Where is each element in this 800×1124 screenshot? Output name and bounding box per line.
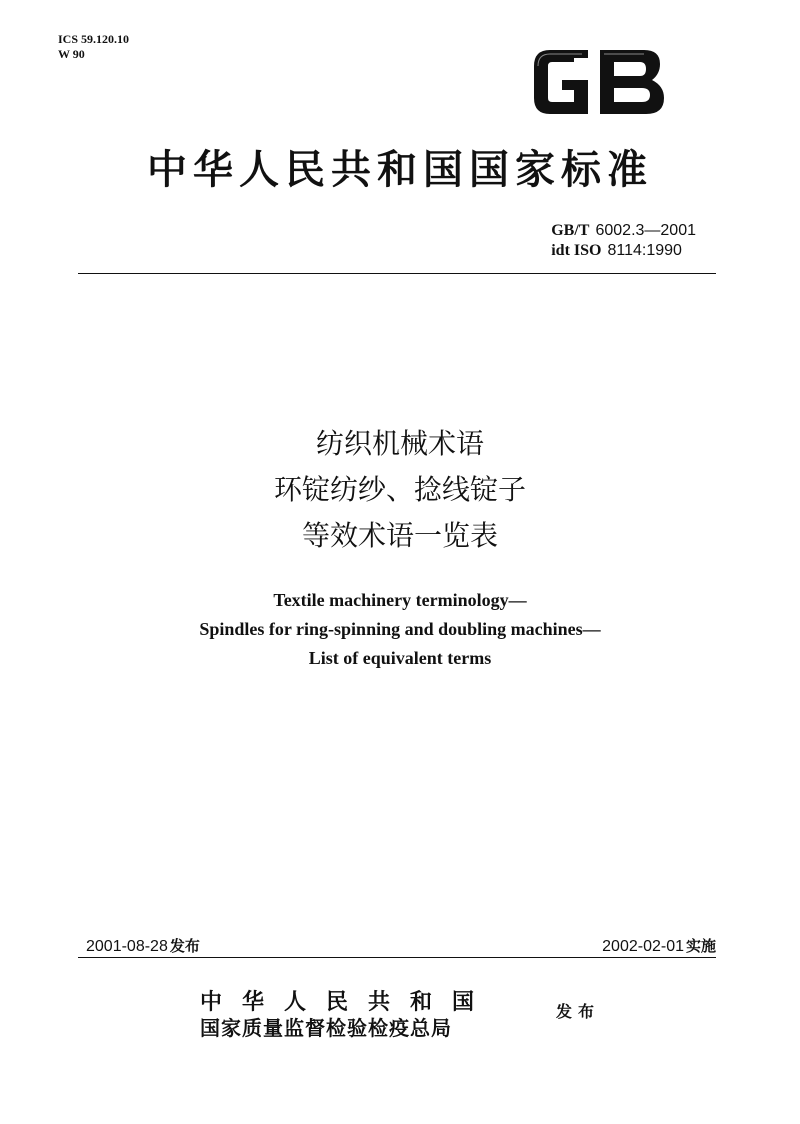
gb-logo-graphic xyxy=(528,44,670,120)
issue-date-block xyxy=(86,935,200,956)
standard-equivalent-lead: idt ISO xyxy=(551,242,602,259)
gb-logo xyxy=(528,44,670,120)
issue-date: 2001-08-28 xyxy=(86,938,168,955)
standard-number-line xyxy=(551,221,696,241)
chinese-title xyxy=(0,421,800,559)
top-divider xyxy=(78,273,716,274)
chinese-title-line3: 等效术语一览表 xyxy=(301,519,498,552)
standard-equivalent-line xyxy=(551,241,696,261)
ics-code: ICS 59.120.10 xyxy=(58,32,130,46)
chinese-title-line1: 纺织机械术语 xyxy=(315,427,484,460)
issuer-line1: 中华人民共和国 xyxy=(200,989,495,1015)
english-title-line1: Textile machinery terminology— xyxy=(273,590,527,610)
national-standard-title: 中华人民共和国国家标准 xyxy=(147,146,653,193)
issue-date-suffix: 发布 xyxy=(169,937,200,955)
issuer-block xyxy=(200,985,600,1045)
implement-date-block xyxy=(602,935,716,956)
bottom-divider xyxy=(78,957,716,958)
english-title xyxy=(0,586,800,673)
english-title-line3: List of equivalent terms xyxy=(308,648,492,668)
standard-number-lead: GB/T xyxy=(551,222,590,239)
english-title-line2: Spindles for ring-spinning and doubling machines— xyxy=(199,619,601,639)
standard-number: 6002.3—2001 xyxy=(595,222,696,239)
chinese-title-line2: 环锭纺纱、捻线锭子 xyxy=(273,473,526,506)
standard-equivalent: 8114:1990 xyxy=(607,242,682,259)
implement-date: 2002-02-01 xyxy=(602,938,684,955)
classification-codes xyxy=(58,32,129,62)
standard-number-block xyxy=(551,221,696,261)
issuer-line2: 国家质量监督检验检疫总局 xyxy=(200,1016,452,1040)
issuer-suffix: 发布 xyxy=(556,1002,601,1021)
ccs-code: W 90 xyxy=(58,47,85,61)
implement-date-suffix: 实施 xyxy=(685,937,716,955)
